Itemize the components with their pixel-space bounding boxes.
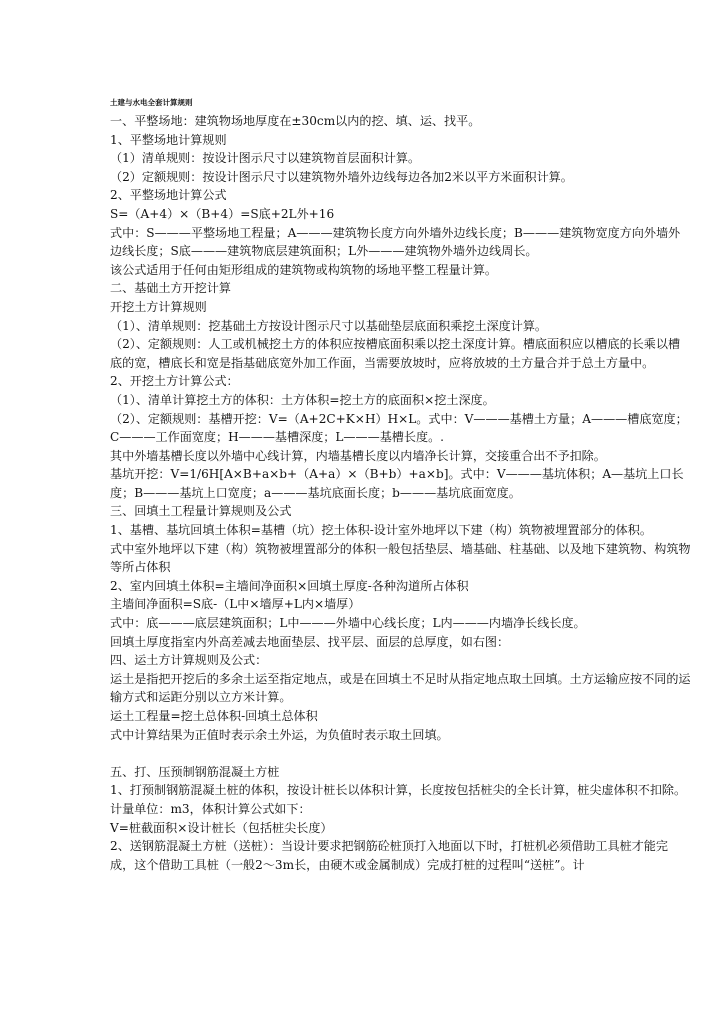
text-line: 2、送钢筋混凝土方桩（送桩）：当设计要求把钢筋砼桩顶打入地面以下时，打桩机必须借助工具桩才能完成，这个借助工具桩（一般2～3m长，由硬木或金属制成）完成打桩的过程叫“送桩”。计 (110, 839, 668, 872)
text-line: （1）、清单计算挖土方的体积：土方体积=挖土方的底面积×挖土深度。 (110, 392, 495, 407)
text-line: S=（A+4）×（B+4）=S底+2L外+16 (110, 206, 335, 221)
text-line: V=桩截面积×设计桩长（包括桩尖长度） (110, 820, 333, 835)
text-line: 运土工程量=挖土总体积-回填土总体积 (110, 709, 318, 723)
text-line: 该公式适用于任何由矩形组成的建筑物或构筑物的场地平整工程量计算。 (110, 262, 498, 277)
text-line: 一、平整场地：建筑物场地厚度在±30cm以内的挖、填、运、找平。 (110, 114, 481, 128)
text-line: 1、打预制钢筋混凝土桩的体积，按设计桩长以体积计算，长度按包括桩尖的全长计算，桩尖虚体积不扣除。计量单位：m3，体积计算公式如下： (110, 783, 687, 816)
text-line: 二、基础土方开挖计算 (110, 281, 231, 296)
text-line: 五、打、压预制钢筋混凝土方桩 (110, 764, 280, 779)
text-line: （2）、定额规则：人工或机械挖土方的体积应按槽底面积乘以挖土深度计算。槽底面积应以槽底的长乘以槽底的宽，槽底长和宽是指基础底宽外加工作面，当需要放坡时，应将放坡的土方量合并于总土方量中。 (110, 337, 681, 370)
text-line: 运土是指把开挖后的多余土运至指定地点，或是在回填土不足时从指定地点取土回填。土方运输应按不同的运输方式和运距分别以立方米计算。 (110, 671, 691, 705)
text-line: 基坑开挖：V=1/6H[A×B+a×b+（A+a）×（B+b）+a×b]。式中：V———基坑体积；A—基坑上口长度；B———基坑上口宽度；a———基坑底面长度；b———基坑底面宽度。 (110, 467, 684, 500)
text-line: （2）、定额规则：基槽开挖：V=（A+2C+K×H）H×L。式中：V———基槽土方量；A———槽底宽度；C———工作面宽度；H———基槽深度；L———基槽长度。. (110, 411, 688, 445)
document-title: 土建与水电全套计算规则 (110, 98, 193, 107)
text-line: 式中计算结果为正值时表示余土外运，为负值时表示取土回填。 (110, 727, 449, 742)
blank-line (110, 744, 692, 763)
text-line: 式中：底———底层建筑面积；L中———外墙中心线长度；L内———内墙净长线长度。 (110, 616, 586, 631)
text-line: 1、基槽、基坑回填土体积=基槽（坑）挖土体积-设计室外地坪以下建（构）筑物被埋置部分的体积。 (110, 523, 652, 538)
text-line: 开挖土方计算规则 (110, 299, 207, 314)
document-body (110, 112, 692, 874)
text-line: 式中室外地坪以下建（构）筑物被埋置部分的体积一般包括垫层、墙基础、柱基础、以及地下建筑物、构筑物等所占体积 (110, 541, 691, 575)
document-page (110, 98, 692, 874)
text-line: 四、运土方计算规则及公式： (110, 653, 268, 668)
text-line: （2）定额规则：按设计图示尺寸以建筑物外墙外边线每边各加2米以平方米面积计算。 (110, 169, 573, 184)
text-line: 1、平整场地计算规则 (110, 132, 227, 147)
text-line: 式中：S———平整场地工程量；A———建筑物长度方向外墙外边线长度；B———建筑物宽度方向外墙外边线长度；S底———建筑物底层建筑面积；L外———建筑物外墙外边线周长。 (110, 225, 681, 259)
text-line: 回填土厚度指室内外高差减去地面垫层、找平层、面层的总厚度，如右图： (110, 634, 510, 649)
text-line: 2、室内回填土体积=主墙间净面积×回填土厚度-各种沟道所占体积 (110, 578, 469, 593)
text-line: （1）清单规则：按设计图示尺寸以建筑物首层面积计算。 (110, 151, 421, 166)
text-line: 三、回填土工程量计算规则及公式 (110, 504, 292, 519)
text-line: 其中外墙基槽长度以外墙中心线计算，内墙基槽长度以内墙净长计算，交接重合出不予扣除。 (110, 448, 606, 463)
text-line: 主墙间净面积=S底-（L中×墙厚+L内×墙厚） (110, 597, 361, 612)
text-line: （1）、清单规则：挖基础土方按设计图示尺寸以基础垫层底面积乘挖土深度计算。 (110, 318, 548, 333)
text-line: 2、开挖土方计算公式： (110, 374, 239, 389)
text-line: 2、平整场地计算公式 (110, 188, 227, 203)
